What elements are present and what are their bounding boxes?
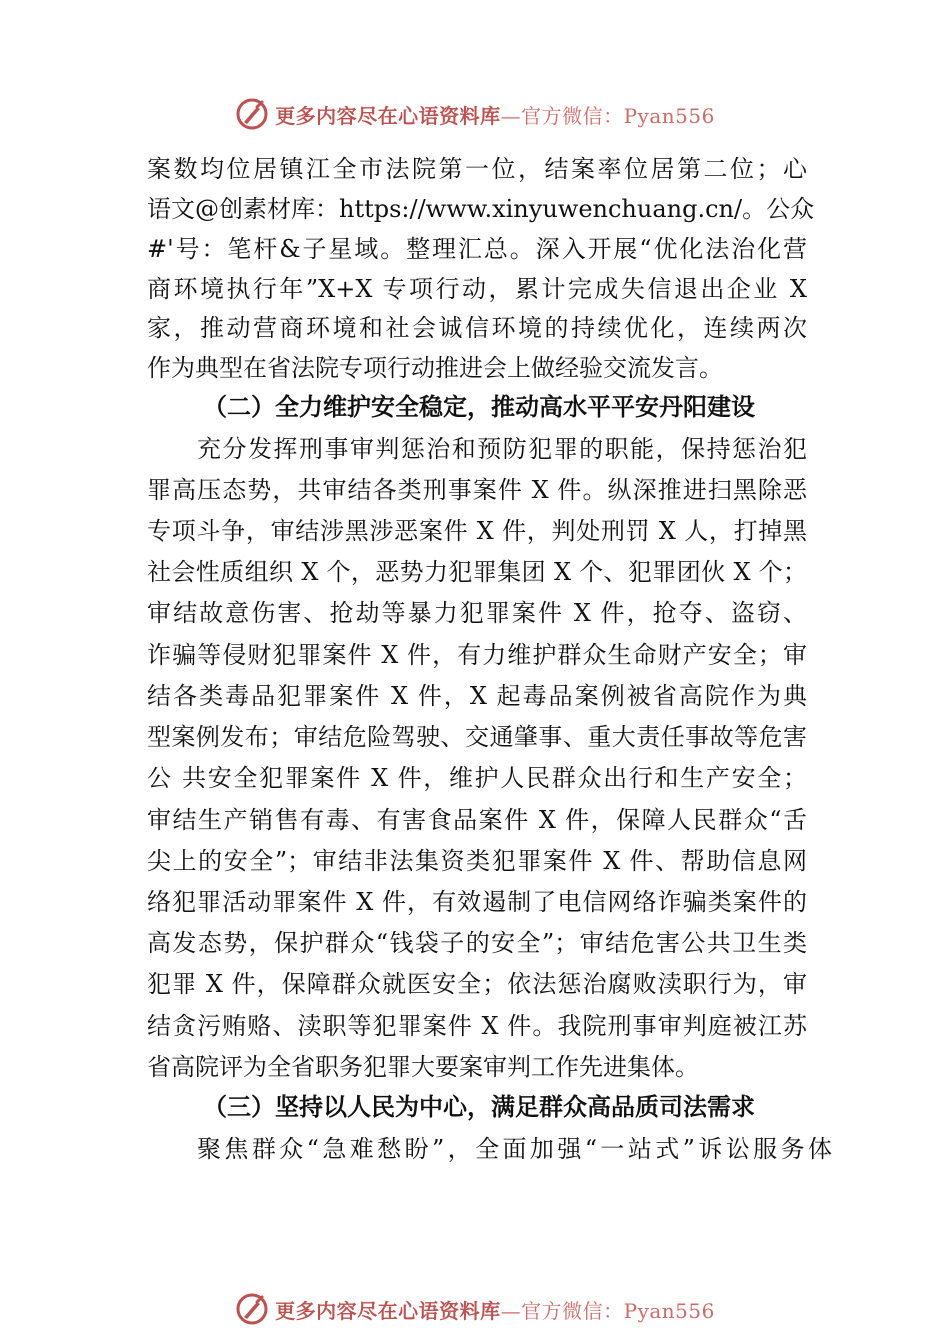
paragraph-1-line-6: 作为典型在省法院专项行动推进会上做经验交流发言。 bbox=[147, 354, 723, 382]
banner-suffix: —官方微信：Pyan556 bbox=[500, 103, 715, 128]
paragraph-2-line-11: 尖上的安全”；审结非法集资类犯罪案件 X 件、帮助信息网 bbox=[147, 847, 807, 875]
paragraph-2-line-16: 省高院评为全省职务犯罪大要案审判工作先进集体。 bbox=[147, 1053, 699, 1081]
brush-circle-logo-icon bbox=[235, 1292, 269, 1326]
banner-title: 更多内容尽在心语资料库—官方微信：Pyan556 bbox=[275, 1298, 715, 1323]
paragraph-2-line-10: 审结生产销售有毒、有害食品案件 X 件，保障人民群众“舌 bbox=[147, 806, 807, 834]
paragraph-1-line-1: 案数均位居镇江全市法院第一位，结案率位居第二位；心 bbox=[147, 155, 807, 183]
paragraph-2-line-6: 诈骗等侵财犯罪案件 X 件，有力维护群众生命财产安全；审 bbox=[147, 641, 807, 669]
paragraph-2-line-13: 高发态势，保护群众“钱袋子的安全”；审结危害公共卫生类 bbox=[147, 929, 807, 957]
paragraph-2-line-3: 专项斗争，审结涉黑涉恶案件 X 件，判处刑罚 X 人，打掉黑 bbox=[147, 517, 807, 545]
paragraph-2-line-8: 型案例发布；审结危险驾驶、交通肇事、重大责任事故等危害 bbox=[147, 723, 807, 751]
footer-banner bbox=[0, 1287, 950, 1331]
paragraph-2-line-5: 审结故意伤害、抢劫等暴力犯罪案件 X 件，抢夺、盗窃、 bbox=[147, 599, 807, 627]
section-heading-2: （二）全力维护安全稳定，推动高水平平安丹阳建设 bbox=[203, 392, 755, 421]
paragraph-2-line-4: 社会性质组织 X 个，恶势力犯罪集团 X 个、犯罪团伙 X 个； bbox=[147, 558, 807, 586]
paragraph-2-line-1: 充分发挥刑事审判惩治和预防犯罪的职能，保持惩治犯 bbox=[197, 435, 807, 463]
paragraph-3-line-1: 聚焦群众“急难愁盼”，全面加强“一站式”诉讼服务体 bbox=[197, 1135, 832, 1163]
banner-suffix: —官方微信：Pyan556 bbox=[500, 1298, 715, 1323]
paragraph-1-line-3: #'号：笔杆&子星域。整理汇总。深入开展“优化法治化营 bbox=[147, 235, 807, 263]
paragraph-1-line-5: 家，推动营商环境和社会诚信环境的持续优化，连续两次 bbox=[147, 314, 807, 342]
paragraph-2-line-12: 络犯罪活动罪案件 X 件，有效遏制了电信网络诈骗类案件的 bbox=[147, 888, 807, 916]
section-heading-3: （三）坚持以人民为中心，满足群众高品质司法需求 bbox=[203, 1092, 755, 1121]
paragraph-2-line-14: 犯罪 X 件，保障群众就医安全；依法惩治腐败渎职行为，审 bbox=[147, 970, 807, 998]
banner-title: 更多内容尽在心语资料库—官方微信：Pyan556 bbox=[275, 103, 715, 128]
paragraph-2-line-9: 公 共安全犯罪案件 X 件，维护人民群众出行和生产安全； bbox=[147, 764, 807, 792]
paragraph-2-line-2: 罪高压态势，共审结各类刑事案件 X 件。纵深推进扫黑除恶 bbox=[147, 476, 807, 504]
paragraph-1-line-2: 语文@创素材库：https://www.xinyuwenchuang.cn/。公众 bbox=[147, 195, 815, 223]
paragraph-1-line-4: 商环境执行年”X+X 专项行动，累计完成失信退出企业 X bbox=[147, 275, 807, 303]
paragraph-2-line-15: 结贪污贿赂、渎职等犯罪案件 X 件。我院刑事审判庭被江苏 bbox=[147, 1012, 807, 1040]
paragraph-2-line-7: 结各类毒品犯罪案件 X 件，X 起毒品案例被省高院作为典 bbox=[147, 682, 807, 710]
